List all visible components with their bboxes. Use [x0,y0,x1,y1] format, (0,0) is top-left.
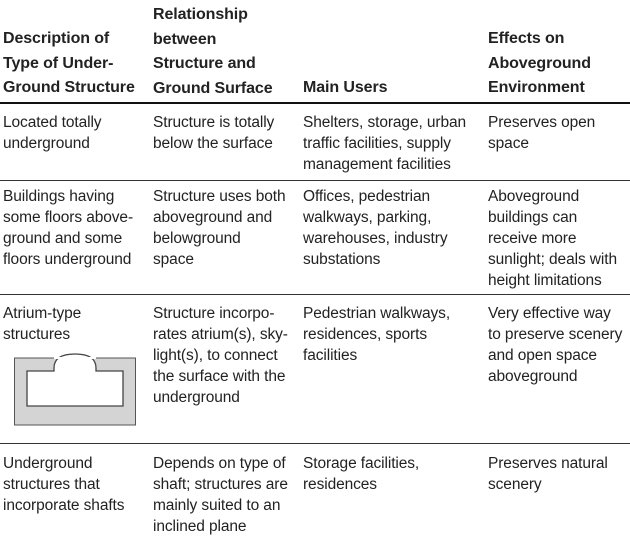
row3-effects: Very effective way to preserve scenery and open space aboveground [488,305,623,385]
header-description: Description of Type of Under- Ground Structure [3,30,135,96]
row3-description: Atrium-type structures [3,305,82,343]
row1-description: Located totally underground [3,114,102,152]
row4-description: Underground structures that incorporate shafts [3,455,125,514]
row-divider [0,180,630,181]
row-divider [0,443,630,444]
row2-effects: Aboveground buildings can receive more sunlight; deals with height limitations [488,188,617,289]
row1-relationship: Structure is totally below the surface [153,114,275,152]
row2-relationship: Structure uses both aboveground and belowground space [153,188,286,268]
row2-users: Offices, pedestrian walkways, parking, warehouses, industry substations [303,188,448,268]
row2-description: Buildings having some floors above- ground and some floors underground [3,188,134,268]
header-rule [0,102,630,104]
atrium-structure-diagram [14,346,136,426]
row1-users: Shelters, storage, urban traffic facilities, supply management facilities [303,114,467,173]
row4-users: Storage facilities, residences [303,455,420,493]
header-effects: Effects on Aboveground Environment [488,30,591,96]
row3-users: Pedestrian walkways, residences, sports facilities [303,305,451,364]
row4-relationship: Depends on type of shaft; structures are mainly suited to an inclined plane [153,455,288,535]
header-main-users: Main Users [303,79,388,96]
row3-relationship: Structure incorpo- rates atrium(s), sky- light(s), to connect the surface with the underground [153,305,288,406]
row4-effects: Preserves natural scenery [488,455,608,493]
row-divider [0,294,630,295]
row1-effects: Preserves open space [488,114,596,152]
header-relationship: Relationship between Structure and Ground Surface [153,6,273,97]
